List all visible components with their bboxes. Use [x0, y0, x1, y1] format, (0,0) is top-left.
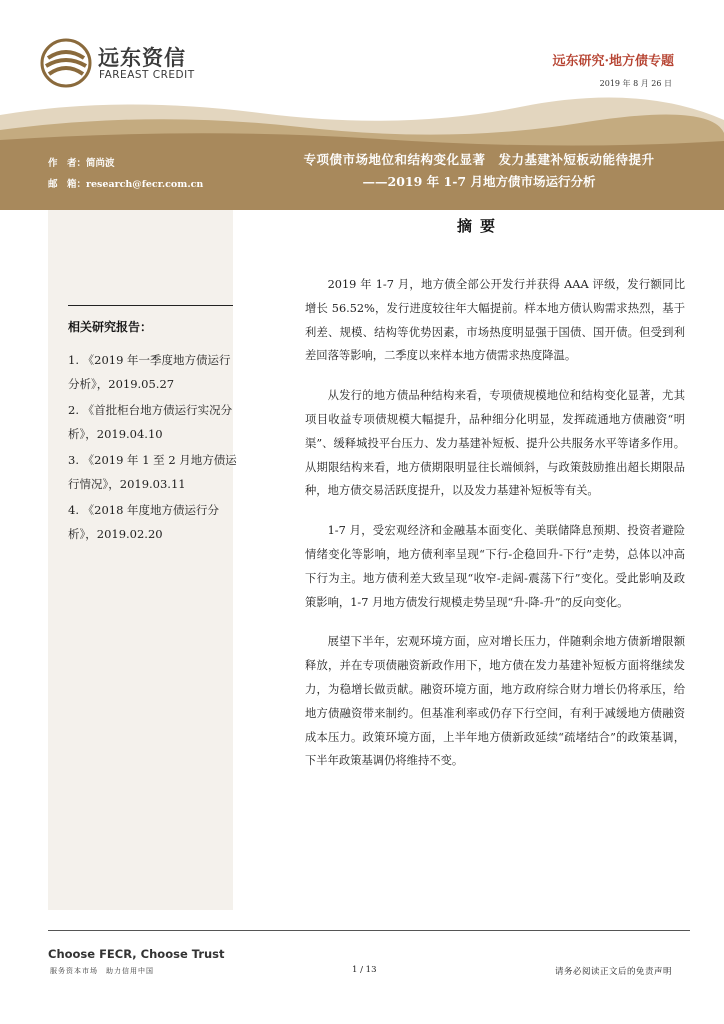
email-row: [48, 174, 203, 195]
sidebar-panel: [48, 210, 233, 910]
related-report-item[interactable]: 2. 《首批柜台地方债运行实况分析》，2019.04.10: [68, 403, 233, 441]
footer-divider: [48, 930, 690, 931]
related-report-item[interactable]: 4. 《2018 年度地方债运行分析》，2019.02.20: [68, 503, 220, 541]
author-name: 简尚波: [86, 158, 115, 169]
related-report-item[interactable]: 3. 《2019 年 1 至 2 月地方债运行情况》，2019.03.11: [68, 453, 237, 491]
email-label: 邮 箱：: [48, 179, 87, 190]
company-logo: [40, 38, 210, 88]
abstract-paragraph: 1-7 月，受宏观经济和金融基本面变化、美联储降息预期、投资者避险情绪变化等影响，地方债利率呈现“下行-企稳回升-下行”走势，总体以冲高下行为主。地方债利差大致呈现“收窄-走阔-震荡下行”变化。受此影响及政策影响，1-7 月地方债发行规模走势呈现“升-降-升”的反向变化。: [305, 524, 685, 609]
footer-disclaimer: 请务必阅读正文后的免责声明: [554, 967, 672, 977]
logo-text-cn: 远东资信: [98, 46, 186, 70]
report-series: 远东研究·地方债专题: [552, 54, 674, 69]
author-block: [48, 153, 203, 195]
abstract-paragraph: 展望下半年，宏观环境方面，应对增长压力，伴随剩余地方债新增限额释放，并在专项债融资新政作用下，地方债在发力基建补短板方面将继续发力，为稳增长做贡献。融资环境方面，地方政府综合财力增长仍将承压，给地方债融资带来制约。但基准利率或仍存下行空间，有利于减缓地方债融资成本压力。政策环境方面，上半年地方债新政延续“疏堵结合”的政策基调，下半年政策基调仍将维持不变。: [305, 635, 685, 768]
email-address[interactable]: research@fecr.com.cn: [86, 179, 204, 190]
related-reports-list: [68, 348, 240, 548]
abstract-body: [305, 273, 685, 789]
report-subtitle: ——2019 年 1-7 月地方债市场运行分析: [362, 174, 596, 189]
sidebar-divider: [68, 305, 233, 306]
page-number: 1 / 13: [352, 965, 377, 975]
logo-text-en: FAREAST CREDIT: [99, 69, 195, 81]
abstract-heading: 摘要: [456, 217, 503, 235]
related-report-item[interactable]: 1. 《2019 年一季度地方债运行分析》，2019.05.27: [68, 353, 231, 391]
report-title: 专项债市场地位和结构变化显著 发力基建补短板动能待提升: [303, 152, 655, 167]
report-date: 2019 年 8 月 26 日: [599, 79, 672, 88]
abstract-paragraph: 从发行的地方债品种结构来看，专项债规模地位和结构变化显著，尤其项目收益专项债规模大幅提升，品种细分化明显，发挥疏通地方债融资“明渠”、缓释城投平台压力、发力基建补短板、提升公共服务水平等诸多作用。从期限结构来看，地方债期限明显往长端倾斜，与政策鼓励推出超长期限品种，地方债交易活跃度提升，以及发力基建补短板等有关。: [305, 389, 685, 498]
logo-coin-icon: [40, 38, 92, 88]
related-reports-title: 相关研究报告：: [68, 320, 153, 334]
author-row: [48, 153, 203, 174]
footer-tagline: 服务资本市场 助力信用中国: [50, 967, 154, 975]
abstract-paragraph: 2019 年 1-7 月，地方债全部公开发行并获得 AAA 评级，发行额同比增长 56.52%，发行进度较往年大幅提前。样本地方债认购需求热烈，基于利差、规模、结构等优势因素，市场热度明显强于国债、国开债。但受到利差回落等影响，二季度以来样本地方债需求热度降温。: [305, 278, 685, 363]
footer-slogan: Choose FECR, Choose Trust: [48, 947, 225, 961]
author-label: 作 者：: [48, 158, 87, 169]
